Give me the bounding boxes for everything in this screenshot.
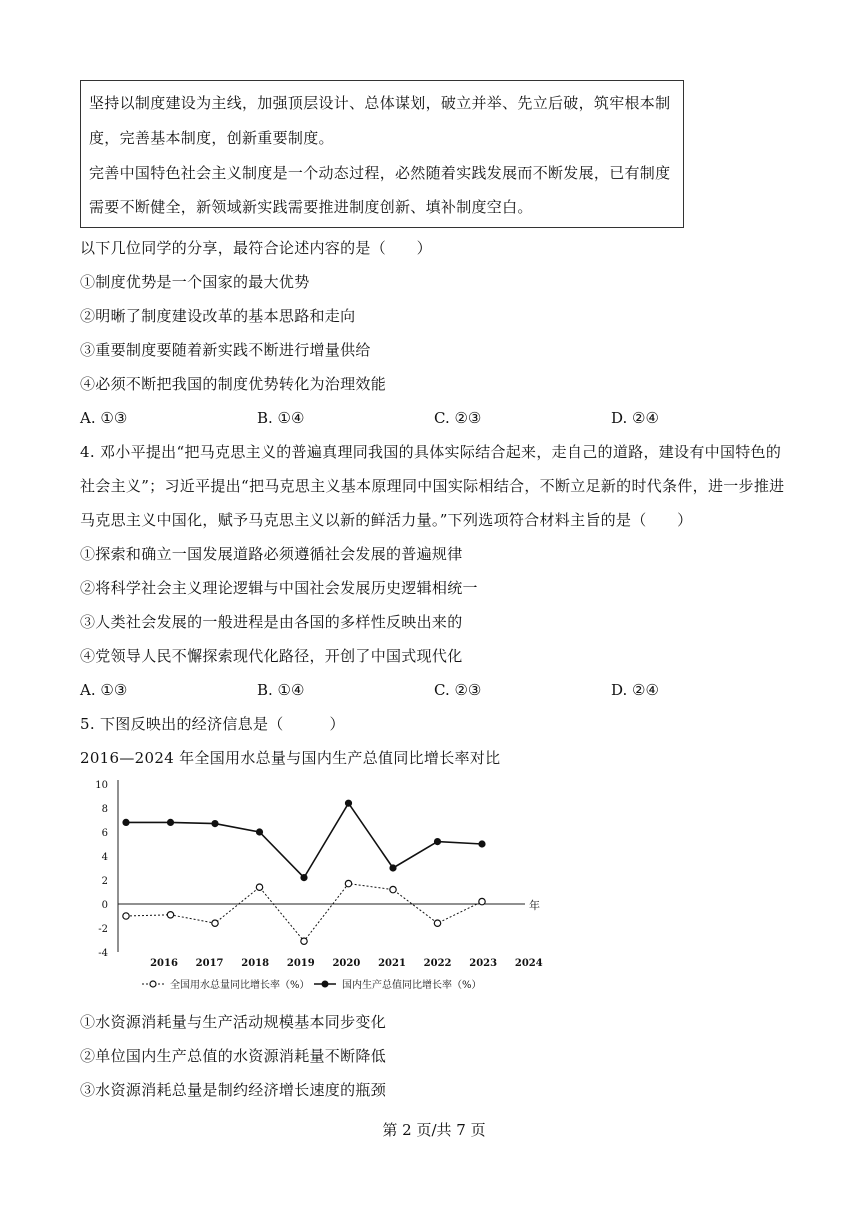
y-tick-label: 8	[101, 804, 108, 815]
q3-item: ②明晰了制度建设改革的基本思路和走向	[80, 307, 356, 325]
material-line: 需要不断健全，新领域新实践需要推进制度创新、填补制度空白。	[89, 198, 533, 216]
data-point	[390, 886, 396, 892]
option-c[interactable]: C. ②③	[434, 681, 482, 699]
data-point	[434, 920, 440, 926]
x-tick-label: 2020	[332, 958, 361, 969]
y-tick-label: 6	[101, 828, 108, 839]
x-tick-label: 2017	[195, 958, 224, 969]
data-point	[167, 912, 173, 918]
data-point	[123, 819, 129, 825]
data-point	[212, 821, 218, 827]
data-point	[257, 829, 263, 835]
data-point	[390, 865, 396, 871]
option-d[interactable]: D. ②④	[611, 409, 659, 427]
q5-stem: 5. 下图反映出的经济信息是（ ）	[80, 715, 345, 733]
data-point	[168, 819, 174, 825]
page-footer: 第 2 页/共 7 页	[382, 1121, 486, 1139]
data-point	[479, 898, 485, 904]
q3-options	[80, 408, 780, 428]
x-tick-label: 2016	[150, 958, 178, 969]
data-point	[479, 841, 485, 847]
q3-item: ①制度优势是一个国家的最大优势	[80, 273, 310, 291]
material-line: 坚持以制度建设为主线，加强顶层设计、总体谋划，破立并举、先立后破，筑牢根本制	[89, 94, 671, 112]
x-tick-label: 2024	[514, 958, 543, 969]
y-tick-label: -4	[98, 948, 108, 959]
x-tick-label: 2019	[286, 958, 315, 969]
data-point	[435, 839, 441, 845]
y-tick-label: 10	[95, 780, 108, 791]
legend-label-1: 全国用水总量同比增长率（%）	[170, 980, 310, 991]
q5-item: ②单位国内生产总值的水资源消耗量不断降低	[80, 1047, 387, 1065]
q3-stem: 以下几位同学的分享，最符合论述内容的是（ ）	[80, 239, 432, 257]
q4-item: ③人类社会发展的一般进程是由各国的多样性反映出来的	[80, 613, 463, 631]
option-c[interactable]: C. ②③	[434, 409, 482, 427]
line-chart	[80, 772, 550, 1002]
q5-item: ③水资源消耗总量是制约经济增长速度的瓶颈	[80, 1081, 387, 1099]
option-d[interactable]: D. ②④	[611, 681, 659, 699]
legend-marker-1	[150, 981, 156, 987]
x-axis-label: 年	[529, 899, 540, 912]
x-tick-label: 2022	[423, 958, 452, 969]
material-line: 完善中国特色社会主义制度是一个动态过程，必然随着实践发展而不断发展，已有制度	[89, 164, 671, 182]
option-a[interactable]: A. ①③	[80, 681, 128, 699]
x-tick-label: 2023	[469, 958, 498, 969]
q3-item: ④必须不断把我国的制度优势转化为治理效能	[80, 375, 387, 393]
material-box	[80, 80, 684, 228]
series-line-1	[126, 884, 482, 942]
q4-stem-line: 4. 邓小平提出“把马克思主义的普遍真理同我国的具体实际结合起来，走自己的道路，建设有中国特色的	[80, 443, 782, 461]
q4-stem-line: 社会主义”；习近平提出“把马克思主义基本原理同中国实际相结合，不断立足新的时代条件，进一步推进	[80, 477, 785, 495]
q4-item: ②将科学社会主义理论逻辑与中国社会发展历史逻辑相统一	[80, 579, 478, 597]
q3-item: ③重要制度要随着新实践不断进行增量供给	[80, 341, 371, 359]
legend-label-2: 国内生产总值同比增长率（%）	[342, 980, 482, 991]
y-tick-label: 4	[101, 852, 108, 863]
x-tick-label: 2021	[378, 958, 406, 969]
y-tick-label: 0	[101, 900, 108, 911]
material-line: 度，完善基本制度，创新重要制度。	[89, 129, 334, 147]
q4-stem-line: 马克思主义中国化，赋予马克思主义以新的鲜活力量。”下列选项符合材料主旨的是（ ）	[80, 511, 693, 529]
option-b[interactable]: B. ①④	[257, 409, 305, 427]
data-point	[346, 800, 352, 806]
data-point	[345, 880, 351, 886]
data-point	[301, 875, 307, 881]
q4-options	[80, 680, 780, 700]
data-point	[301, 938, 307, 944]
data-point	[123, 913, 129, 919]
y-tick-label: 2	[101, 876, 108, 887]
q5-item: ①水资源消耗量与生产活动规模基本同步变化	[80, 1013, 387, 1031]
legend-marker-2	[322, 981, 328, 987]
data-point	[256, 884, 262, 890]
q4-item: ④党领导人民不懈探索现代化路径，开创了中国式现代化	[80, 647, 463, 665]
option-a[interactable]: A. ①③	[80, 409, 128, 427]
x-tick-label: 2018	[241, 958, 270, 969]
series-line-2	[126, 803, 482, 877]
chart-title: 2016—2024 年全国用水总量与国内生产总值同比增长率对比	[80, 749, 501, 767]
option-b[interactable]: B. ①④	[257, 681, 305, 699]
y-tick-label: -2	[98, 924, 108, 935]
data-point	[212, 920, 218, 926]
q4-item: ①探索和确立一国发展道路必须遵循社会发展的普遍规律	[80, 545, 463, 563]
